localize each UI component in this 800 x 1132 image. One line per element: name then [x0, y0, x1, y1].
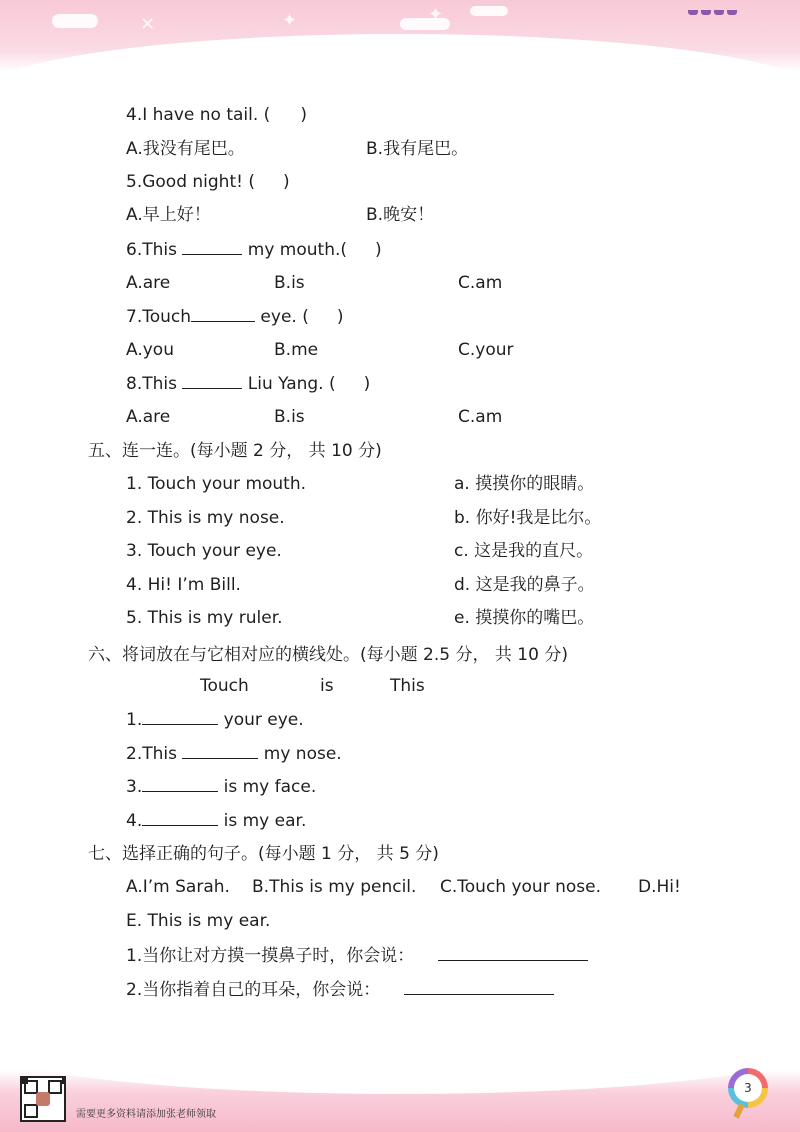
paren-close: )	[282, 172, 290, 192]
option-b: B.me	[274, 340, 319, 360]
option-a: A.我没有尾巴。	[126, 139, 245, 159]
sentence-option: D.Hi!	[638, 877, 681, 897]
option-c: C.your	[458, 340, 514, 360]
answer-blank[interactable]	[142, 775, 218, 792]
question-number: 4.	[126, 811, 143, 831]
word-bank-item: is	[320, 676, 334, 696]
question-text: 7.Touch	[126, 307, 192, 327]
match-left-item[interactable]: 3. Touch your eye.	[126, 541, 282, 561]
question-number: 1.	[126, 710, 143, 730]
match-right-item[interactable]: b. 你好!我是比尔。	[454, 508, 602, 528]
answer-blank[interactable]	[182, 742, 258, 759]
sentence-option: A.I’m Sarah.	[126, 877, 230, 897]
word-bank-item: Touch	[200, 676, 249, 696]
word-bank-item: This	[390, 676, 425, 696]
question-text: 2.This	[126, 744, 183, 764]
answer-blank[interactable]	[142, 809, 218, 826]
fill-question-1	[126, 708, 304, 731]
footer-note: 需要更多资料请添加张老师领取	[76, 1109, 216, 1120]
question-text: is my face.	[218, 777, 317, 797]
paren-close: )	[363, 374, 371, 394]
bottom-banner	[0, 1070, 800, 1132]
cloud-decoration	[52, 14, 98, 28]
match-left-item[interactable]: 2. This is my nose.	[126, 508, 285, 528]
option-b: B.is	[274, 407, 305, 427]
option-a: A.are	[126, 273, 171, 293]
option-b: B.is	[274, 273, 305, 293]
sparkle-icon: ✦	[282, 10, 298, 31]
question-text: is my ear.	[218, 811, 307, 831]
answer-blank[interactable]	[142, 708, 218, 725]
match-left-item[interactable]: 4. Hi! I’m Bill.	[126, 575, 241, 595]
paren-close: )	[375, 240, 382, 260]
question-5	[126, 171, 290, 193]
option-c: C.am	[458, 273, 503, 293]
option-c: C.am	[458, 407, 503, 427]
question-6	[126, 238, 382, 261]
sentence-option: E. This is my ear.	[126, 911, 271, 931]
top-banner-wave	[0, 34, 800, 94]
answer-blank[interactable]	[182, 238, 242, 255]
match-right-item[interactable]: d. 这是我的鼻子。	[454, 575, 595, 595]
question-text: 4.I have no tail. (	[126, 105, 271, 125]
section-7-title: 七、选择正确的句子。(每小题 1 分， 共 5 分)	[88, 844, 439, 864]
qr-code	[20, 1076, 66, 1122]
answer-blank[interactable]	[191, 305, 255, 322]
fill-question-3	[126, 775, 316, 798]
bottom-banner-wave	[0, 1044, 800, 1094]
question-text: my nose.	[258, 744, 342, 764]
qr-finder	[48, 1080, 62, 1094]
question-4	[126, 104, 307, 126]
match-right-item[interactable]: c. 这是我的直尺。	[454, 541, 594, 561]
sparkle-icon: ✕	[140, 14, 156, 35]
question-text: Liu Yang. (	[247, 374, 336, 394]
question-text: my mouth.(	[247, 240, 348, 260]
question-text: 1.当你让对方摸一摸鼻子时，你会说：	[126, 946, 415, 966]
page-number-badge	[728, 1068, 768, 1108]
qr-avatar	[36, 1092, 50, 1106]
fill-question-2	[126, 742, 342, 765]
match-left-item[interactable]: 5. This is my ruler.	[126, 608, 283, 628]
answer-blank[interactable]	[404, 978, 554, 995]
option-b: B.我有尾巴。	[366, 139, 469, 159]
situation-question-1	[126, 944, 588, 967]
option-a: A.are	[126, 407, 171, 427]
sentence-option: C.Touch your nose.	[440, 877, 601, 897]
question-7	[126, 305, 343, 328]
question-text: eye. (	[260, 307, 309, 327]
question-text: your eye.	[218, 710, 304, 730]
paren-close: )	[336, 307, 344, 327]
cloud-decoration	[470, 6, 508, 16]
option-b: B.晚安！	[366, 205, 435, 225]
question-number: 3.	[126, 777, 143, 797]
situation-question-2	[126, 978, 554, 1001]
sentence-option: B.This is my pencil.	[252, 877, 417, 897]
page-number: 3	[734, 1074, 762, 1102]
paren-close: )	[300, 105, 307, 125]
question-8	[126, 372, 370, 395]
question-text: 5.Good night! (	[126, 172, 255, 192]
fill-question-4	[126, 809, 306, 832]
answer-blank[interactable]	[182, 372, 242, 389]
qr-finder	[24, 1104, 38, 1118]
match-left-item[interactable]: 1. Touch your mouth.	[126, 474, 307, 494]
question-text: 8.This	[126, 374, 177, 394]
section-5-title: 五、连一连。(每小题 2 分， 共 10 分)	[88, 441, 382, 461]
question-text: 6.This	[126, 240, 177, 260]
option-a: A.you	[126, 340, 174, 360]
section-6-title: 六、将词放在与它相对应的横线处。(每小题 2.5 分， 共 10 分)	[88, 645, 568, 665]
match-right-item[interactable]: a. 摸摸你的眼睛。	[454, 474, 595, 494]
question-text: 2.当你指着自己的耳朵，你会说：	[126, 980, 381, 1000]
top-dots-decoration	[688, 0, 748, 6]
option-a: A.早上好！	[126, 205, 211, 225]
sparkle-icon: ✦	[428, 4, 444, 25]
answer-blank[interactable]	[438, 944, 588, 961]
match-right-item[interactable]: e. 摸摸你的嘴巴。	[454, 608, 595, 628]
top-banner	[0, 0, 800, 72]
